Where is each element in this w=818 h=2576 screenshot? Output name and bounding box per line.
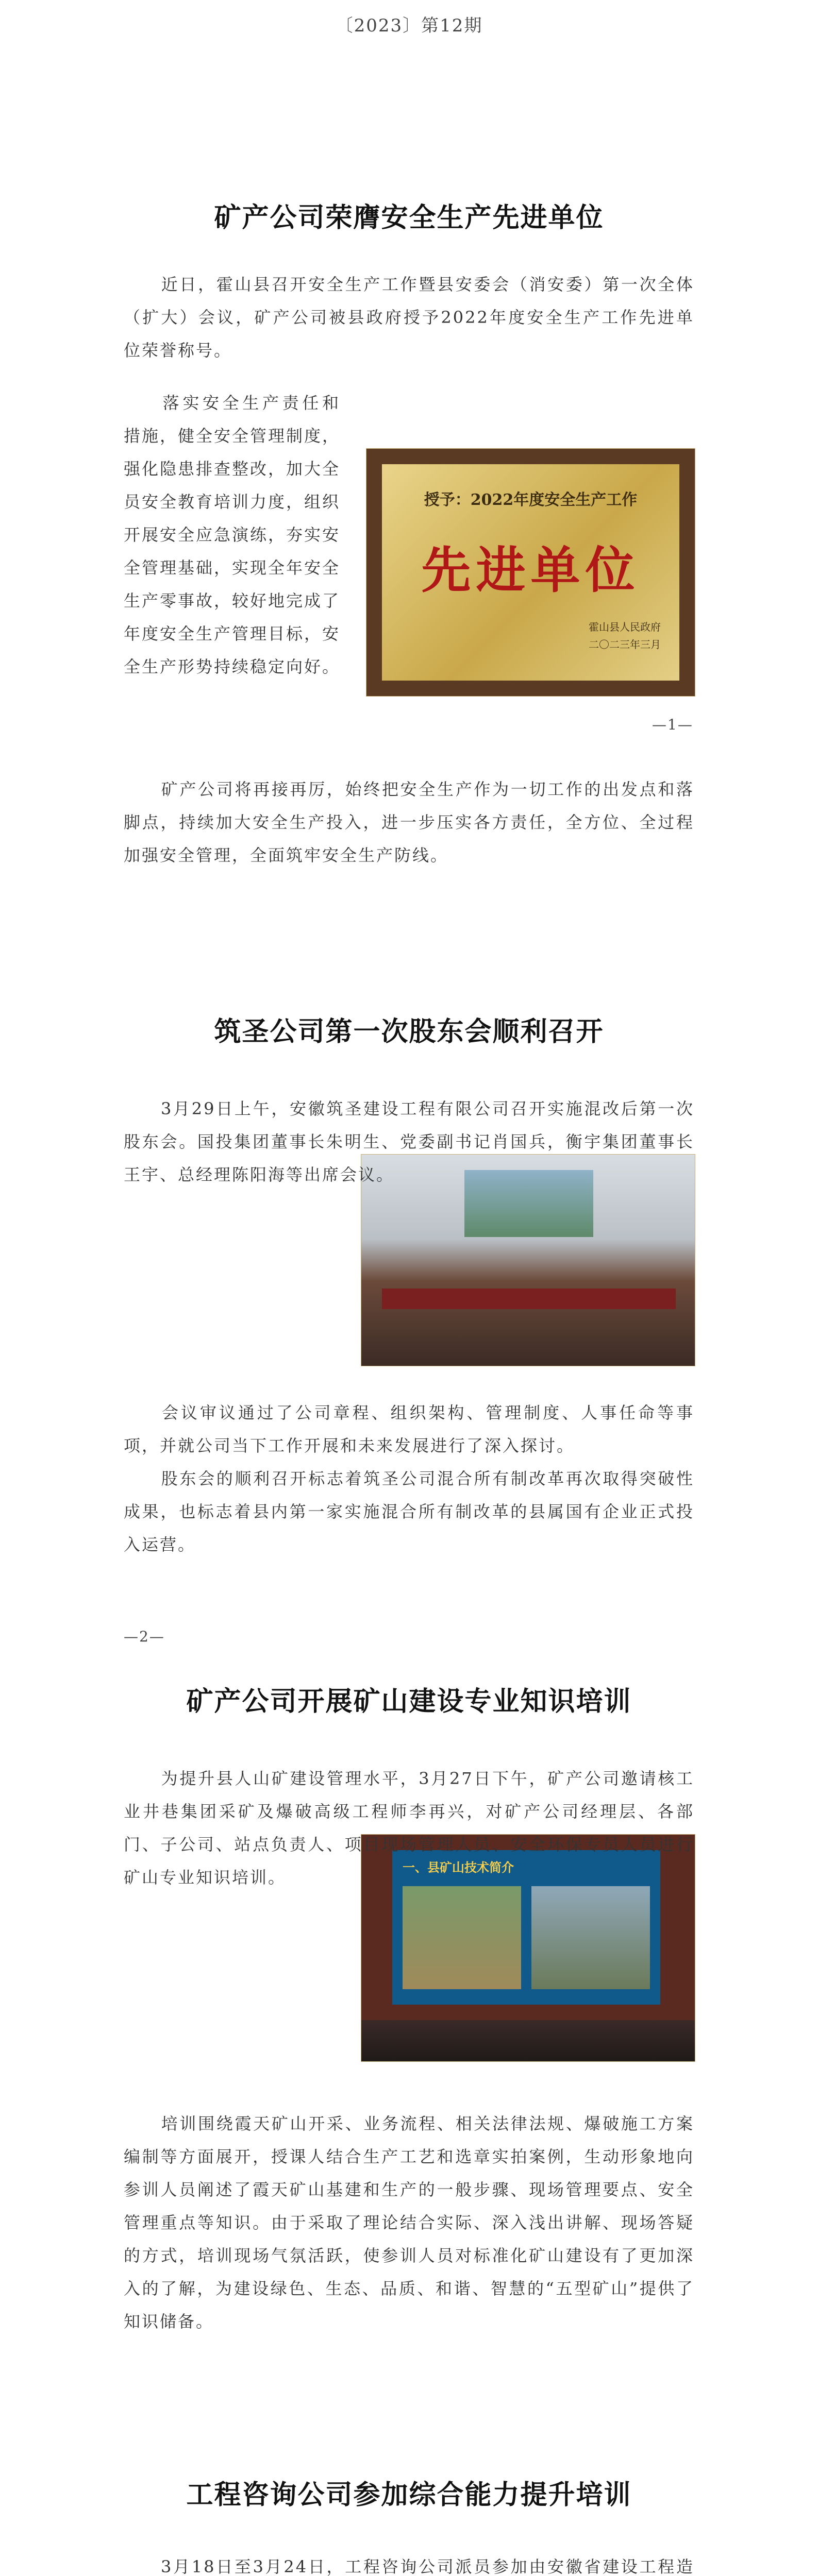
article-2-title: 筑圣公司第一次股东会顺利召开 bbox=[214, 1016, 604, 1047]
screen-image-left bbox=[403, 1886, 521, 1989]
article-1-para-2: 落实安全生产责任和措施，健全安全管理制度，强化隐患排查整改，加大全员安全教育培训力度，组织开展安全应急演练，夯实安全管理基础，实现全年安全生产零事故，较好地完成了年度安全生产管理目标，安全生产形势持续稳定向好。 bbox=[124, 393, 340, 676]
page-mark-1: —1— bbox=[652, 716, 693, 733]
screen-title: 一、县矿山技术简介 bbox=[403, 1860, 514, 1875]
article-2-para-2: 会议审议通过了公司章程、组织架构、管理制度、人事任命等事项，并就公司当下工作开展和未来发展进行了深入探讨。 bbox=[124, 1403, 694, 1455]
article-4-title: 工程咨询公司参加综合能力提升培训 bbox=[186, 2479, 632, 2511]
plaque-header: 授予：2022年度安全生产工作 bbox=[424, 491, 638, 509]
plaque-main-text: 先进单位 bbox=[421, 541, 640, 599]
article-1-para-1: 近日，霍山县召开安全生产工作暨县安委会（消安委）第一次全体（扩大）会议，矿产公司被县政府授予2022年度安全生产工作先进单位荣誉称号。 bbox=[124, 275, 694, 360]
issue-number: 〔2023〕第12期 bbox=[335, 15, 483, 36]
article-3-title: 矿产公司开展矿山建设专业知识培训 bbox=[186, 1686, 632, 1717]
plaque-board bbox=[382, 464, 679, 681]
article-3-body-cont bbox=[124, 2107, 694, 2338]
audience bbox=[361, 2020, 695, 2061]
page-mark-2: —2— bbox=[124, 1628, 165, 1645]
article-1-body-cont bbox=[124, 773, 694, 872]
article-2-para-3: 股东会的顺利召开标志着筑圣公司混合所有制改革再次取得突破性成果，也标志着县内第一家实施混合所有制改革的县属国有企业正式投入运营。 bbox=[124, 1469, 694, 1554]
article-2-body bbox=[124, 1092, 694, 1191]
plaque-date: 二〇二三年三月 bbox=[589, 638, 661, 651]
article-4-para-1: 3月18日至3月24日，工程咨询公司派员参加由安徽省建设工程造 bbox=[161, 2557, 694, 2576]
article-2-body-cont bbox=[124, 1396, 694, 1561]
article-1-para-3: 矿产公司将再接再厉，始终把安全生产作为一切工作的出发点和落脚点，持续加大安全生产投入，进一步压实各方责任，全方位、全过程加强安全管理，全面筑牢安全生产防线。 bbox=[124, 779, 694, 865]
article-3-para-2: 培训围绕霞天矿山开采、业务流程、相关法律法规、爆破施工方案编制等方面展开，授课人结合生产工艺和选章实拍案例，生动形象地向参训人员阐述了霞天矿山基建和生产的一般步骤、现场管理要点、安全管理重点等知识。由于采取了理论结合实际、深入浅出讲解、现场答疑的方式，培训现场气氛活跃，使参训人员对标准化矿山建设有了更加深入的了解，为建设绿色、生态、品质、和谐、智慧的“五型矿山”提供了知识储备。 bbox=[124, 2114, 694, 2331]
article-3-body bbox=[124, 1762, 694, 1894]
plaque-photo bbox=[366, 448, 695, 697]
article-1-body bbox=[124, 268, 694, 367]
plaque-issuer: 霍山县人民政府 bbox=[589, 621, 661, 633]
article-4-body bbox=[124, 2550, 694, 2576]
meeting-table bbox=[382, 1289, 676, 1309]
article-1-title: 矿产公司荣膺安全生产先进单位 bbox=[214, 202, 604, 233]
article-3-para-1: 为提升县人山矿建设管理水平，3月27日下午，矿产公司邀请核工业井巷集团采矿及爆破高级工程师李再兴，对矿产公司经理层、各部门、子公司、站点负责人、项目现场管理人员、安全环保专员人员进行矿山专业知识培训。 bbox=[124, 1769, 694, 1887]
article-2-para-1: 3月29日上午，安徽筑圣建设工程有限公司召开实施混改后第一次股东会。国投集团董事长朱明生、党委副书记肖国兵，衡宇集团董事长王宇、总经理陈阳海等出席会议。 bbox=[124, 1099, 694, 1184]
screen-image-right bbox=[531, 1886, 650, 1989]
article-1-para-2-wrap bbox=[124, 386, 340, 706]
